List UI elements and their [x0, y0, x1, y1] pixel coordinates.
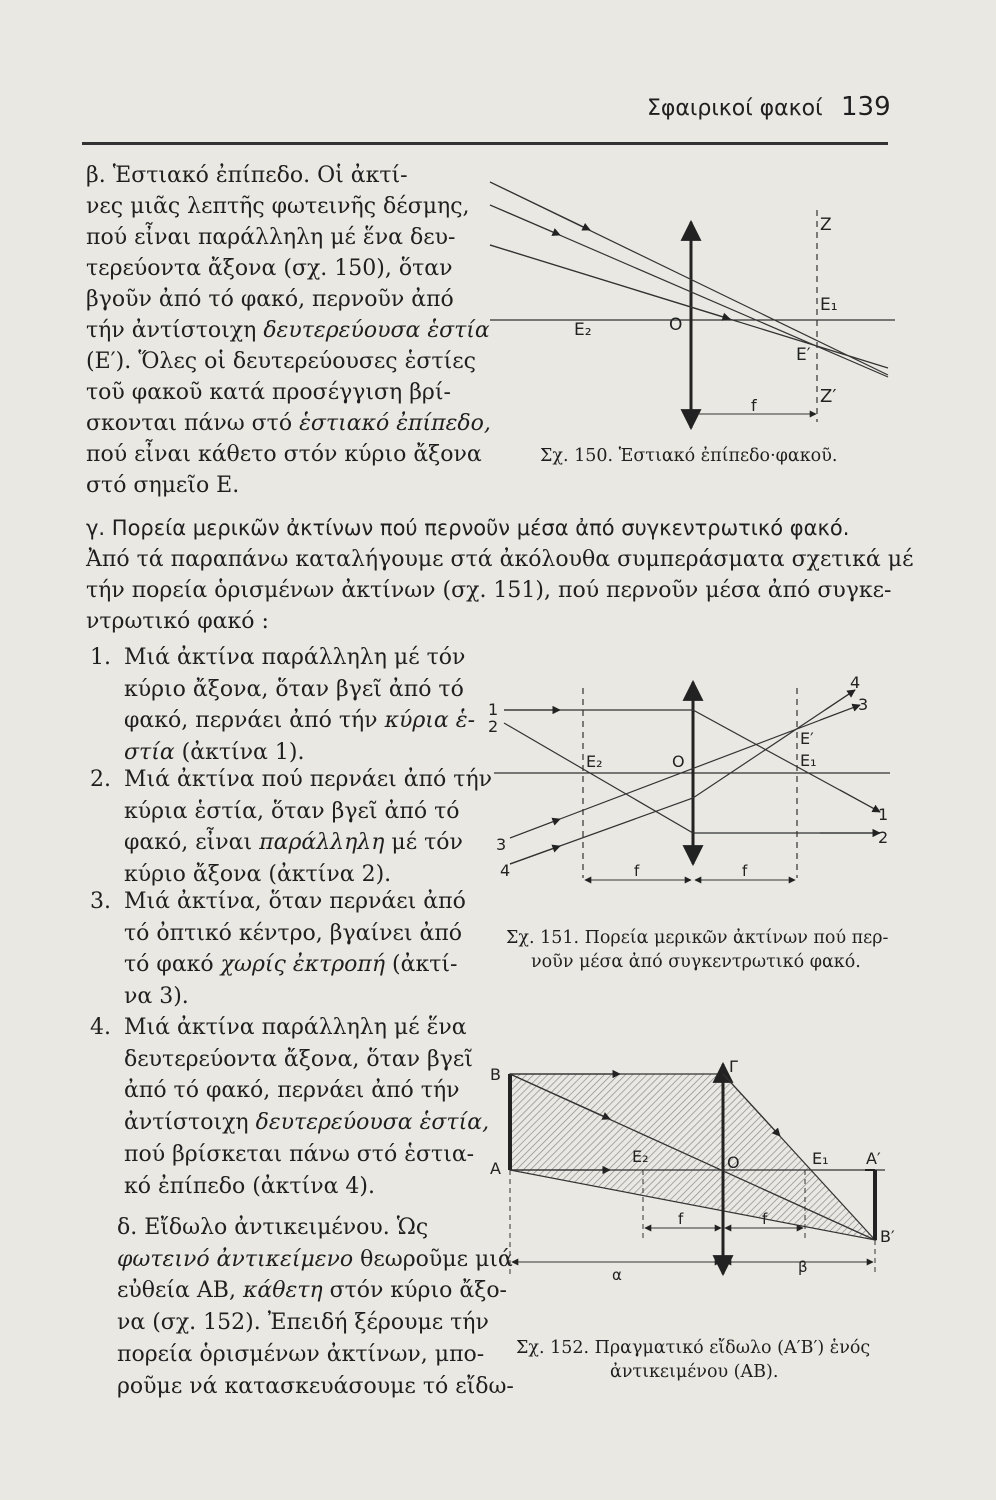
text-line: β. Ἑστιακό ἐπίπεδο. Οἱ ἀκτί- [86, 163, 408, 188]
label-e2: E₂ [586, 752, 603, 771]
label-eprime: E′ [800, 729, 814, 748]
ray-label-1-right: 1 [878, 805, 889, 824]
label-z: Z [820, 215, 832, 235]
item-4-text [124, 1012, 489, 1202]
italic-term: δευτερεύουσα ἑστία [263, 318, 490, 343]
text-line: τήν πορεία ὁρισμένων ἀκτίνων (σχ. 151), πού περνοῦν μέσα ἀπό συγκε- [86, 578, 892, 603]
label-e1: E₁ [812, 1149, 829, 1168]
label-beta: β [798, 1258, 808, 1276]
item-2-text [124, 764, 492, 891]
label-a: A [490, 1159, 501, 1178]
label-e1: E₁ [820, 295, 838, 315]
ray-3-arrow [510, 819, 560, 838]
text-line: δευτερεύοντα ἄξονα, ὅταν βγεῖ [124, 1046, 473, 1072]
label-f-1: f [678, 1210, 684, 1228]
text-line: πού βρίσκεται πάνω στό ἑστια- [124, 1141, 475, 1167]
italic-term: χωρίς ἐκτροπή [220, 952, 386, 978]
text-line: πού εἶναι παράλληλη μέ ἕνα δευ- [86, 225, 456, 250]
text-line: δ. Εἴδωλο ἀντικειμένου. Ὡς [117, 1215, 429, 1240]
italic-term: ἑστιακό ἐπίπεδο, [299, 411, 491, 436]
figure-151 [480, 668, 900, 898]
text-line: σκονται πάνω στό ἑστιακό ἐπίπεδο, [86, 411, 491, 436]
text-line: Μιά ἀκτίνα παράλληλη μέ ἕνα [124, 1015, 467, 1040]
text-line: φωτεινό ἀντικείμενο θεωροῦμε μιά [117, 1246, 513, 1272]
item-3-text [124, 886, 466, 1013]
header-rule [82, 142, 888, 145]
ray-4-arrow [510, 846, 560, 864]
label-e2: E₂ [574, 320, 592, 340]
text-line: Μιά ἀκτίνα, ὅταν περνάει ἀπό [124, 889, 466, 914]
figure-152-caption-line-1: Σχ. 152. Πραγματικό εἴδωλο (Α′Β′) ἑνός [516, 1338, 871, 1358]
item-4-number: 4. [90, 1015, 111, 1040]
figure-152-caption-line-2: ἀντικειμένου (ΑΒ). [610, 1362, 779, 1382]
italic-term: δευτερεύουσα ἑστία, [255, 1110, 490, 1136]
label-o: O [672, 752, 685, 771]
ray-1-end-arrow [840, 790, 880, 812]
label-b: B [490, 1065, 501, 1084]
figure-151-caption-line-1: Σχ. 151. Πορεία μερικῶν ἀκτίνων πού περ- [506, 928, 889, 948]
text-line: ντρωτικό φακό : [86, 609, 269, 634]
text-line: κό ἐπίπεδο (ἀκτίνα 4). [124, 1173, 376, 1199]
label-alpha: α [612, 1266, 622, 1284]
text-line: εὐθεία ΑΒ, κάθετη στόν κύριο ἄξο- [117, 1278, 507, 1304]
ray-3 [510, 705, 860, 838]
text-line: τοῦ φακοῦ κατά προσέγγιση βρί- [86, 380, 451, 405]
text-line: τό φακό χωρίς ἐκτροπή (ἀκτί- [124, 952, 458, 978]
text-line: φακό, εἶναι παράλληλη μέ τόν [124, 830, 463, 856]
item-3-number: 3. [90, 889, 111, 914]
text-line: (Ε′). Ὅλες οἱ δευτερεύουσες ἑστίες [86, 349, 476, 374]
figure-152 [480, 1050, 900, 1290]
item-1-number: 1. [90, 645, 111, 670]
ray-label-4-left: 4 [500, 861, 511, 880]
label-f-2: f [742, 862, 748, 880]
section-d-paragraph [117, 1212, 514, 1402]
text-line: ἀπό τό φακό, περνάει ἀπό τήν [124, 1078, 460, 1104]
text-line: τερεύοντα ἄξονα (σχ. 150), ὅταν [86, 256, 453, 281]
ray-arrow [490, 182, 590, 230]
section-g-intro [86, 544, 913, 637]
label-f-2: f [762, 1210, 768, 1228]
item-1-text [124, 642, 475, 769]
label-e1: E₁ [800, 751, 817, 770]
ray-arrow [490, 205, 560, 235]
text-line: πού εἶναι κάθετο στόν κύριο ἄξονα [86, 442, 482, 467]
ray-label-3-right: 3 [858, 695, 869, 714]
ray-label-3-left: 3 [496, 835, 507, 854]
figure-151-caption-line-2: νοῦν μέσα ἀπό συγκεντρωτικό φακό. [531, 952, 861, 972]
label-zprime: Z′ [820, 386, 837, 407]
label-e2: E₂ [632, 1147, 649, 1166]
italic-term: παράλληλη [259, 830, 385, 856]
text-line: κύρια ἑστία, ὅταν βγεῖ ἀπό τό [124, 798, 460, 824]
text-line: τό ὀπτικό κέντρο, βγαίνει ἀπό [124, 920, 463, 946]
text-line: φακό, περνάει ἀπό τήν κύρια ἑ- [124, 708, 476, 734]
label-eprime: E′ [796, 345, 811, 365]
label-aprime: A′ [866, 1149, 881, 1168]
ray-label-1-left: 1 [488, 700, 499, 719]
text-line: ροῦμε νά κατασκευάσουμε τό εἴδω- [117, 1373, 514, 1399]
label-f-1: f [634, 862, 640, 880]
text-line: ἀντίστοιχη δευτερεύουσα ἑστία, [124, 1110, 490, 1136]
ray-3-end-arrow [820, 705, 860, 720]
text-line: κύριο ἄξονα, ὅταν βγεῖ ἀπό τό [124, 676, 464, 702]
item-2-number: 2. [90, 767, 111, 792]
text-line: να (σχ. 152). Ἐπειδή ξέρουμε τήν [117, 1310, 489, 1336]
section-g-heading: γ. Πορεία μερικῶν ἀκτίνων πού περνοῦν μέσα ἀπό συγκεντρωτικό φακό. [86, 516, 850, 540]
italic-term: στία [124, 740, 175, 766]
label-bprime: B′ [880, 1227, 895, 1246]
text-line: νες μιᾶς λεπτῆς φωτεινῆς δέσμης, [86, 194, 470, 219]
italic-term: κύρια ἑ- [384, 708, 476, 734]
text-line: Μιά ἀκτίνα παράλληλη μέ τόν [124, 645, 466, 670]
italic-term: κάθετη [242, 1278, 323, 1304]
label-g: Γ [729, 1057, 738, 1076]
figure-150 [470, 160, 900, 460]
figure-150-caption: Σχ. 150. Ἑστιακό ἐπίπεδο·φακοῦ. [540, 446, 838, 466]
text-line: κύριο ἄξονα (ἀκτίνα 2). [124, 862, 392, 888]
page-number: 139 [841, 92, 891, 122]
ray-4-end-arrow [825, 690, 855, 710]
ray-label-2-left: 2 [488, 717, 499, 736]
ray-arrow [490, 245, 730, 319]
text-line: να 3). [124, 984, 189, 1010]
running-header-title: Σφαιρικοί φακοί [647, 96, 823, 121]
text-line: πορεία ὁρισμένων ἀκτίνων, μπο- [117, 1341, 485, 1367]
text-line: στία (ἀκτίνα 1). [124, 740, 305, 766]
text-line: τήν ἀντίστοιχη δευτερεύουσα ἑστία [86, 318, 490, 343]
ray-label-2-right: 2 [878, 828, 889, 847]
text-line: στό σημεῖο Ε. [86, 473, 240, 498]
ray-label-4-right: 4 [850, 673, 861, 692]
label-o: O [669, 315, 683, 335]
label-o: O [727, 1153, 740, 1172]
ray-4 [510, 690, 855, 864]
label-f: f [751, 396, 757, 415]
italic-term: φωτεινό ἀντικείμενο [117, 1246, 354, 1272]
text-line: Μιά ἀκτίνα πού περνάει ἀπό τήν [124, 767, 493, 792]
text-line: Ἀπό τά παραπάνω καταλήγουμε στά ἀκόλουθα συμπεράσματα σχετικά μέ [86, 547, 914, 572]
text-line: βγοῦν ἀπό τό φακό, περνοῦν ἀπό [86, 287, 454, 312]
section-b-paragraph [86, 160, 491, 501]
